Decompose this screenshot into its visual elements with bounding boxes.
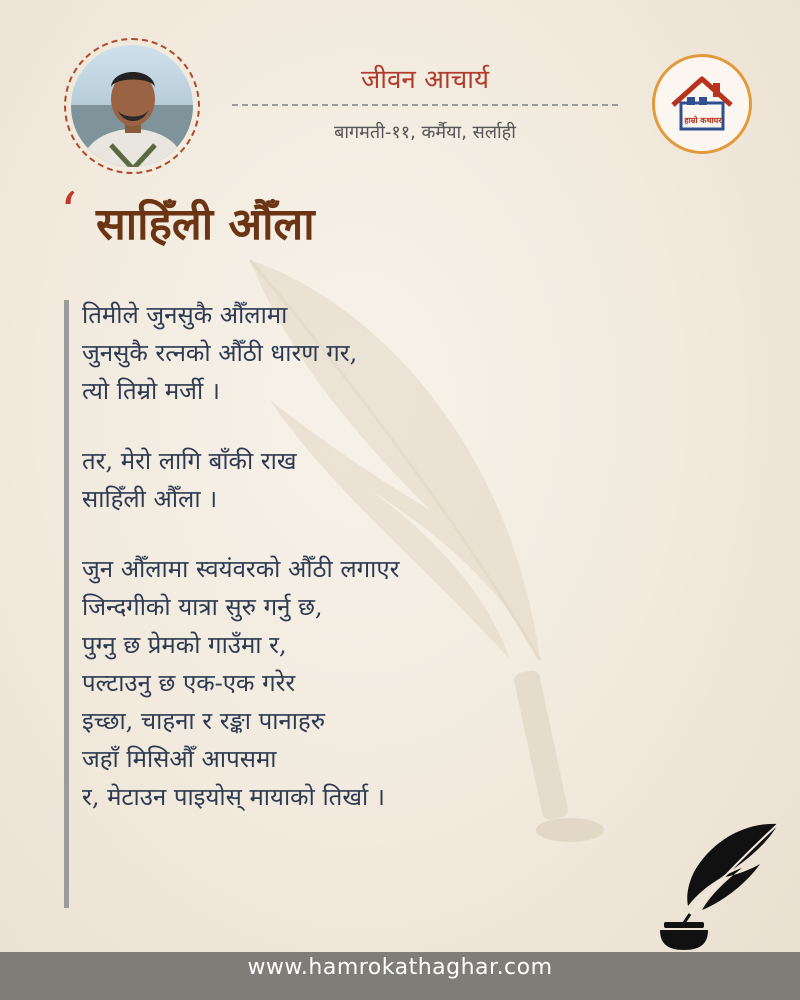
poem-line: जुन औँलामा स्वयंवरको औँठी लगाएर bbox=[82, 555, 400, 583]
quill-ink-icon bbox=[650, 810, 790, 955]
logo-text: हाम्रो कथाघर bbox=[684, 116, 722, 125]
poem-stanza bbox=[82, 550, 642, 816]
house-icon bbox=[655, 57, 749, 151]
poem-body bbox=[82, 296, 642, 848]
poem-stanza bbox=[82, 442, 642, 518]
poem-line: पुग्नु छ प्रेमको गाउँमा र, bbox=[82, 631, 287, 659]
website-link[interactable]: www.hamrokathaghar.com bbox=[247, 955, 553, 980]
poem-line: पल्टाउनु छ एक-एक गरेर bbox=[82, 669, 296, 697]
poem-line: जुनसुकै रत्नको औँठी धारण गर, bbox=[82, 339, 358, 367]
poem-stanza bbox=[82, 296, 642, 410]
author-name: जीवन आचार्य bbox=[360, 65, 490, 95]
poem-line: जिन्दगीको यात्रा सुरु गर्नु छ, bbox=[82, 593, 323, 621]
poem-line: तिमीले जुनसुकै औँलामा bbox=[82, 301, 288, 329]
poem-line: साहिँली औँला । bbox=[82, 485, 218, 513]
poem-line: इच्छा, चाहना र रङ्का पानाहरु bbox=[82, 707, 326, 735]
quote-mark-icon: ‘ bbox=[60, 181, 78, 244]
poem-line: त्यो तिम्रो मर्जी । bbox=[82, 377, 220, 405]
author-photo bbox=[71, 45, 193, 167]
poem-line: जहाँ मिसिऔँ आपसमा bbox=[82, 745, 277, 773]
poem-side-bar bbox=[64, 300, 69, 908]
site-logo[interactable] bbox=[652, 54, 752, 154]
poem-line: तर, मेरो लागि बाँकी राख bbox=[82, 447, 297, 475]
poem-line: र, मेटाउन पाइयोस् मायाको तिर्खा । bbox=[82, 783, 385, 811]
author-location: बागमती-११, कर्मैया, सर्लाही bbox=[334, 122, 516, 143]
poem-title: साहिँली औँला bbox=[96, 199, 315, 250]
header-divider bbox=[232, 104, 618, 106]
author-avatar bbox=[64, 38, 200, 174]
